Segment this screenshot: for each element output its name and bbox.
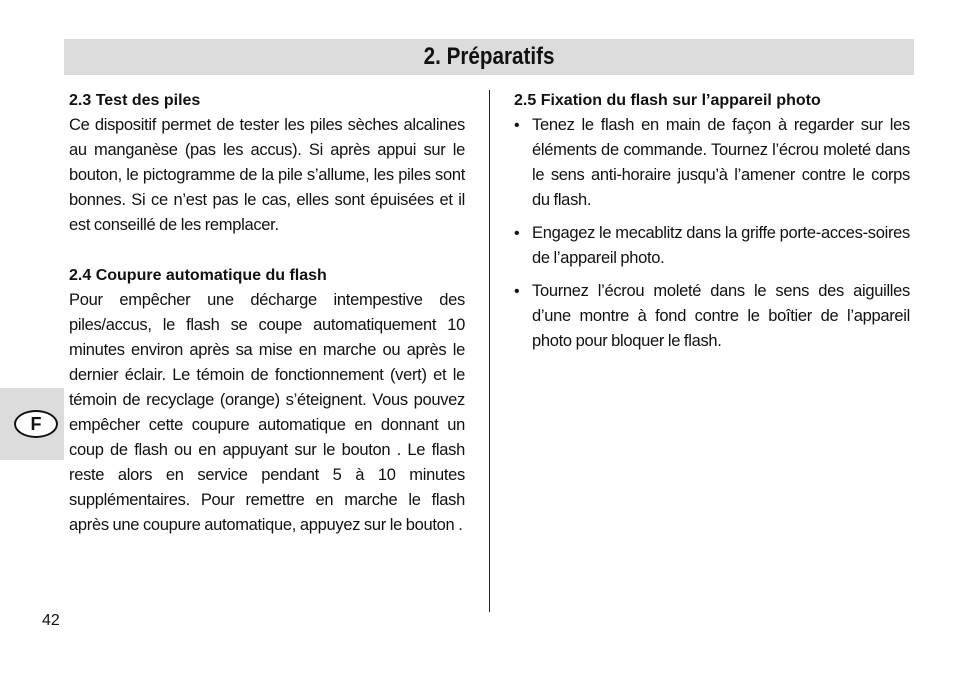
- spacer: [69, 238, 465, 263]
- bullet-icon: •: [514, 283, 520, 300]
- bullet-icon: •: [514, 225, 520, 242]
- list-item-text: Engagez le mecablitz dans la griffe porte-acces-soires de l’appareil photo.: [532, 224, 910, 267]
- page-title: 2. Préparatifs: [423, 43, 555, 70]
- bullet-icon: •: [514, 117, 520, 134]
- page-number: 42: [42, 612, 60, 629]
- left-column: [69, 88, 465, 538]
- section-text-battery-test: Ce dispositif permet de tester les piles sèches alcalines au manganèse (pas les accus). Si après appui sur le bouton, le pictogramme de la pile s’allume, les piles sont bonnes. Si ce n’est pas le cas, elles sont épuisées et il est conseillé de les remplacer.: [69, 116, 465, 234]
- language-tab: [0, 388, 64, 460]
- language-badge: F: [14, 410, 58, 438]
- section-text-auto-shutoff: Pour empêcher une décharge intempestive des piles/accus, le flash se coupe automatiquement 10 minutes environ après sa mise en marche ou après le dernier éclair. Le témoin de fonctionnement (vert) et le témoin de recyclage (orange) s’éteignent. Vous pouvez empêcher cette coupure automatique en donnant un coup de flash ou en appuyant sur le bouton . Le flash reste alors en service pendant 5 à 10 minutes supplémentaires. Pour remettre en marche le flash après une coupure automatique, appuyez sur le bouton .: [69, 291, 465, 534]
- column-divider: [489, 90, 490, 612]
- section-title-auto-shutoff: 2.4 Coupure automatique du flash: [69, 267, 327, 284]
- mounting-steps-list: [514, 113, 910, 354]
- list-item-text: Tenez le flash en main de façon à regarder sur les éléments de commande. Tournez l’écrou moleté dans le sens anti-horaire jusqu’à l’amener contre le corps du flash.: [532, 116, 910, 209]
- page-title-bar: [64, 39, 914, 75]
- list-item: [514, 113, 910, 213]
- right-column: [514, 88, 910, 362]
- list-item-text: Tournez l’écrou moleté dans le sens des aiguilles d’une montre à fond contre le boîtier de l’appareil photo pour bloquer le flash.: [532, 282, 910, 350]
- section-title-battery-test: 2.3 Test des piles: [69, 92, 201, 109]
- section-title-flash-mounting: 2.5 Fixation du flash sur l’appareil photo: [514, 92, 821, 109]
- list-item: [514, 221, 910, 271]
- list-item: [514, 279, 910, 354]
